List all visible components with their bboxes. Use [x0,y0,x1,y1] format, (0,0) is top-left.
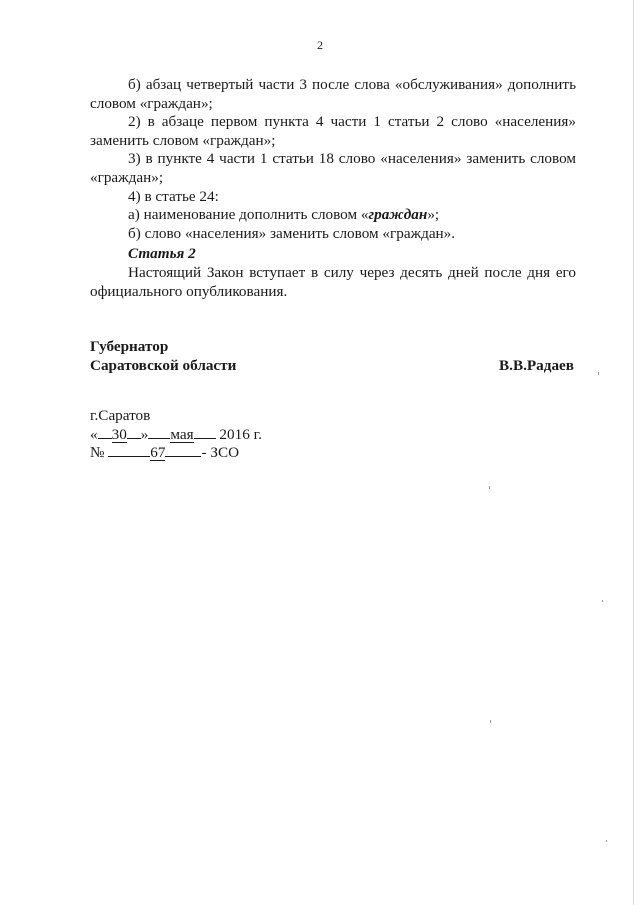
amendments-list [90,76,576,243]
scan-speck [606,840,607,842]
article-heading: Статья 2 [128,245,196,262]
date-year: 2016 г. [219,425,262,443]
signatory-title-line2: Саратовской области [90,356,237,374]
date-blank [148,438,170,439]
paragraph-3: 3) в пункте 4 части 1 статьи 18 слово «населения» заменить словом «граждан»; [90,150,576,186]
scan-speck [598,372,599,375]
signature-line [90,357,574,376]
number-blank [108,456,150,457]
paragraph-4a [90,206,576,225]
date-day: 30 [111,425,127,443]
place-name: г.Саратов [90,407,151,424]
scan-speck [602,600,603,602]
paragraph-4: 4) в статье 24: [128,187,219,205]
date-line [90,426,262,445]
paragraph-4b: б) слово «населения» заменить словом «граждан». [128,224,456,242]
date-blank [127,438,141,439]
signatory-title-line1: Губернатор [90,338,169,355]
place-date-block [90,407,262,463]
number-prefix: № [90,444,105,462]
law-number-line [90,444,262,463]
paragraph-2: 2) в абзаце первом пункта 4 части 1 статьи 2 слово «населения» заменить словом «граждан»; [90,113,576,149]
item-a-emphasis: граждан [368,206,428,224]
number-suffix: - ЗСО [201,444,240,462]
date-blank [194,438,216,439]
date-month: мая [170,425,194,443]
date-close-quote: » [140,425,149,443]
signatory-name: В.В.Радаев [499,356,574,374]
scan-edge-line [633,0,634,905]
scan-speck [489,486,490,489]
signature-block [90,338,574,375]
number-blank [165,456,201,457]
item-a-after: »; [427,206,440,224]
date-open-quote: « [90,425,98,443]
article-body [90,264,576,301]
article-text: Настоящий Закон вступает в силу через десять дней после дня его официального опубликования. [90,264,576,300]
item-a-before: а) наименование дополнить словом « [128,206,369,224]
number-value: 67 [150,444,166,462]
paragraph-1b: б) абзац четвертый части 3 после слова «обслуживания» дополнить словом «граждан»; [90,76,576,112]
page-number: 2 [317,38,323,52]
scan-speck [490,720,491,723]
date-blank [98,438,112,439]
